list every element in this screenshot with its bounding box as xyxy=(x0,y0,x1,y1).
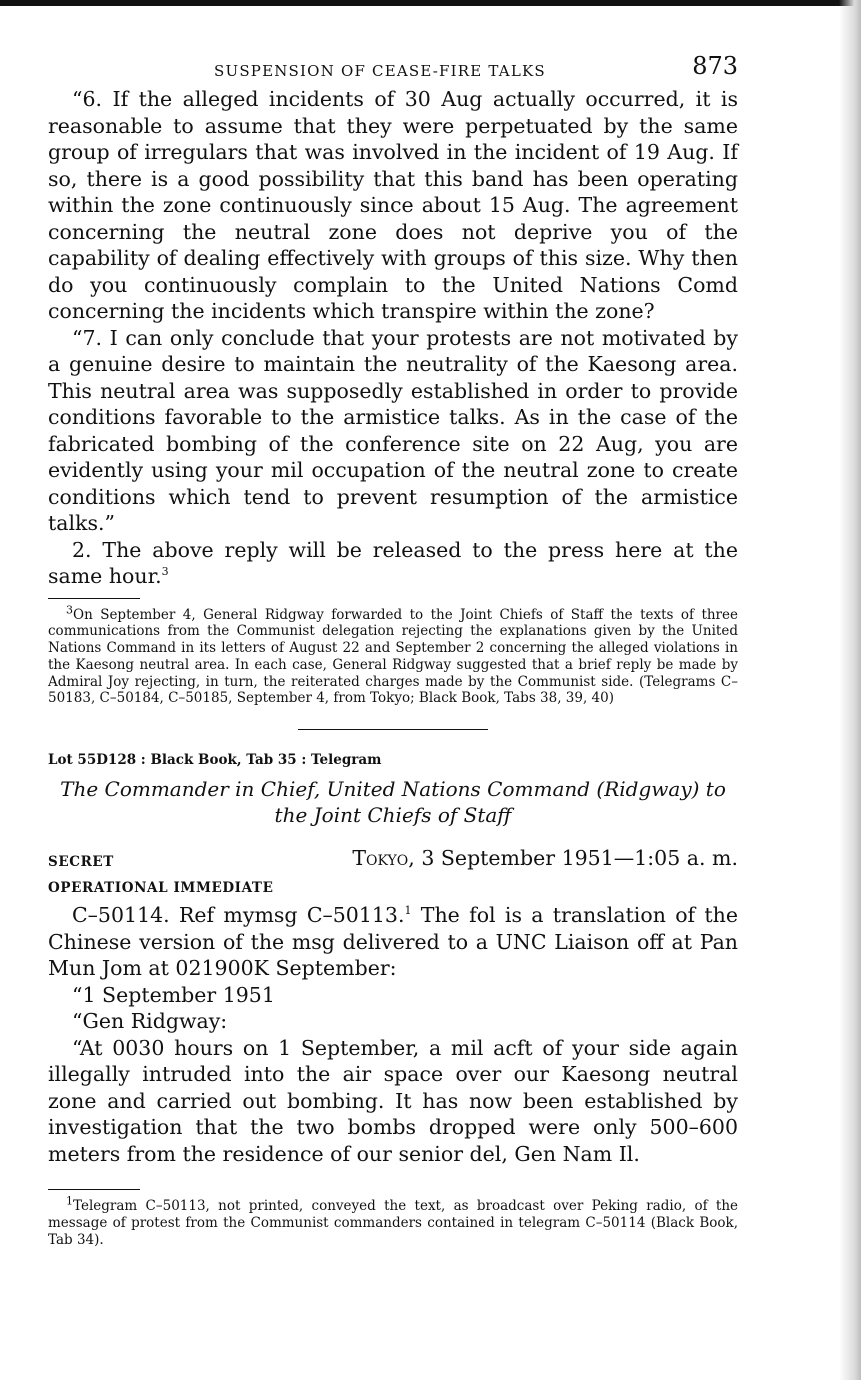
page-content xyxy=(48,52,738,1249)
footnote-3-text: On September 4, General Ridgway forwarded to the Joint Chiefs of Staff the texts of three communications from the Communist delegation rejecting the explanations given by the United Nations Command in its letters of August 22 and September 2 concerning the alleged violations in the Kaesong neutral area. In each case, General Ridgway suggested that a brief reply be made by Admiral Joy rejecting, in turn, the reiterated charges made by the Communist side. (Telegrams C–50183, C–50184, C–50185, September 4, from Tokyo; Black Book, Tabs 38, 39, 40) xyxy=(48,606,738,707)
paragraph-7: “7. I can only conclude that your protests are not motivated by a genuine desire to maintain the neutrality of the Kaesong area. This neutral area was supposedly established in order to provide conditions favorable to the armistice talks. As in the case of the fabricated bombing of the conference site on 22 Aug, you are evidently using your mil occupation of the neutral zone to create conditions which tend to prevent resumption of the armistice talks.” xyxy=(48,325,738,535)
footnote-1-text: Telegram C–50113, not printed, conveyed the text, as broadcast over Peking radio, of the message of protest from the Communist commanders contained in telegram C–50114 (Black Book, Tab 34). xyxy=(48,1198,738,1248)
dateline-city: Tokyo, xyxy=(352,846,415,871)
quote-date: “1 September 1951 xyxy=(72,982,275,1007)
telegram-reference-paragraph xyxy=(48,902,738,982)
document-title-line-1: The Commander in Chief, United Nations Command (Ridgway) to xyxy=(60,777,726,802)
quote-salutation: “Gen Ridgway: xyxy=(72,1009,228,1034)
paragraph-2 xyxy=(48,537,738,590)
document-title xyxy=(48,776,738,828)
dateline xyxy=(352,846,738,870)
footnote-divider xyxy=(48,598,140,599)
document-meta xyxy=(48,846,738,876)
footnote-divider-2 xyxy=(48,1189,140,1190)
telegram-reference-b: The fol is a translation of the Chinese version of the msg delivered to a UNC Liaison off at Pan Mun Jom at 021900K September: xyxy=(48,903,739,981)
quote-body: “At 0030 hours on 1 September, a mil acft of your side again illegally intruded into the air space over our Kaesong neutral zone and carried out bombing. It has now been established by investigation that the two bombs dropped were only 500–600 meters from the residence of our senior del, Gen Nam Il. xyxy=(48,1035,738,1166)
footnote-3 xyxy=(48,603,738,708)
running-head xyxy=(48,52,738,86)
page-number: 873 xyxy=(692,52,738,80)
running-title: SUSPENSION OF CEASE-FIRE TALKS xyxy=(214,62,546,80)
document-title-line-2: the Joint Chiefs of Staff xyxy=(274,803,512,828)
document-source: Lot 55D128 : Black Book, Tab 35 : Telegram xyxy=(48,752,382,769)
precedence-label: OPERATIONAL IMMEDIATE xyxy=(48,880,274,897)
classification-label: SECRET xyxy=(48,854,114,871)
footnote-ref-3: 3 xyxy=(161,565,169,579)
section-divider xyxy=(298,729,488,730)
dateline-date: 3 September 1951—1:05 a. m. xyxy=(414,846,738,871)
page-edge-shadow xyxy=(839,0,861,1380)
footnote-3-marker: 3 xyxy=(66,603,73,616)
footnote-ref-1: 1 xyxy=(404,904,412,918)
paragraph-2-text: 2. The above reply will be released to the press here at the same hour. xyxy=(48,537,738,588)
paragraph-6: “6. If the alleged incidents of 30 Aug actually occurred, it is reasonable to assume that they were perpetuated by the same group of irregulars that was involved in the incident of 19 Aug. If so, there is a good possibility that this band has been operating within the zone continuously since about 15 Aug. The agreement concerning the neutral zone does not deprive you of the capability of dealing effectively with groups of this size. Why then do you continuously complain to the United Nations Comd concerning the incidents which transpire within the zone? xyxy=(48,87,738,323)
footnote-1 xyxy=(48,1194,738,1248)
telegram-reference-a: C–50114. Ref mymsg C–50113. xyxy=(72,903,405,928)
footnote-1-marker: 1 xyxy=(66,1194,73,1208)
top-border xyxy=(0,0,861,6)
